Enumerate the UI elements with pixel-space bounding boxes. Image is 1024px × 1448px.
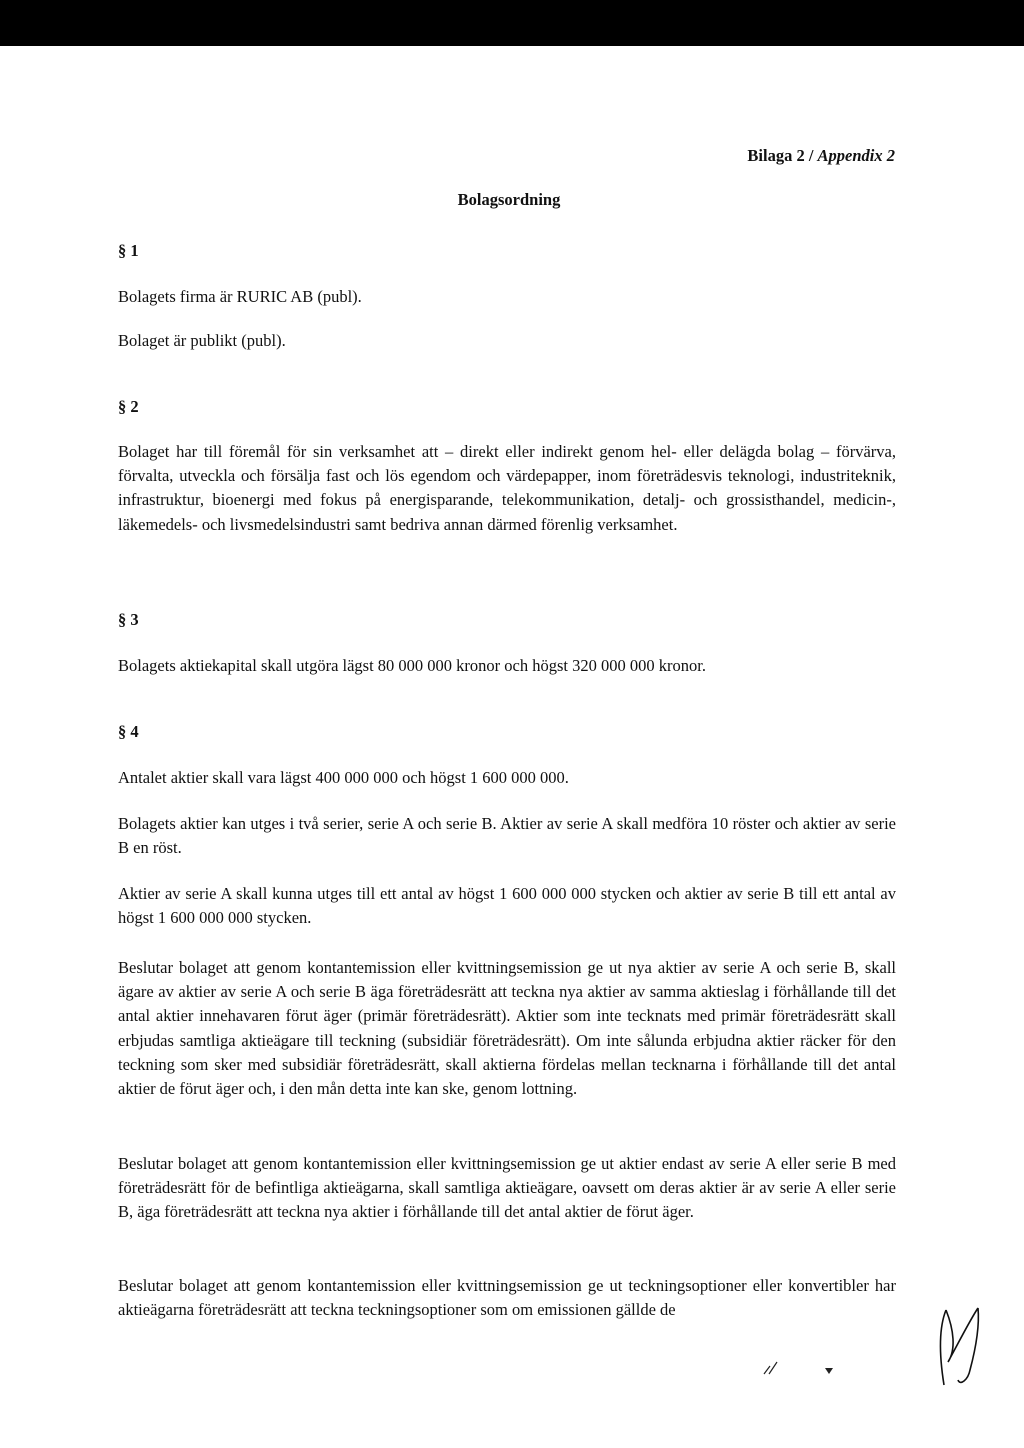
section-4-paragraph-3: Aktier av serie A skall kunna utges till ett antal av högst 1 600 000 000 stycken och aktier av serie B till ett antal av högst 1 600 000 000 stycken.	[118, 884, 896, 928]
section-1-paragraph-2: Bolaget är publikt (publ).	[118, 331, 286, 350]
section-4-paragraph-2: Bolagets aktier kan utges i två serier, serie A och serie B. Aktier av serie A skall medföra 10 röster och aktier av serie B en röst.	[118, 814, 896, 858]
section-2-paragraph-1: Bolaget har till föremål för sin verksamhet att – direkt eller indirekt genom hel- eller delägda bolag – förvärva, förvalta, utveckla och försälja fast och lös egendom och värdepapper, inom företrädesvis teknologi, industriteknik, infrastruktur, bioenergi med fokus på energisparande, telekommunikation, detalj- och grossisthandel, medicin-, läkemedels- och livsmedelsindustri samt bedriva annan därmed förenlig verksamhet.	[118, 442, 896, 534]
scan-mark	[762, 1360, 780, 1376]
section-1-paragraph-1: Bolagets firma är RURIC AB (publ).	[118, 287, 362, 306]
scan-border-top	[0, 0, 1024, 46]
section-1-mark: § 1	[118, 241, 139, 260]
section-4-paragraph-4: Beslutar bolaget att genom kontantemission eller kvittningsemission ge ut nya aktier av serie A och serie B, skall ägare av aktier av serie A och serie B äga företrädesrätt att teckna nya aktier av samma aktieslag i förhållande till det antal aktier innehavaren förut äger (primär företrädesrätt). Aktier som inte tecknats med primär företrädesrätt skall erbjudas samtliga aktieägare till teckning (subsidiär företrädesrätt). Om inte sålunda erbjudna aktier räcker för den teckning som sker med subsidiär företrädesrätt, skall aktierna fördelas mellan tecknarna i förhållande till det antal aktier de förut äger och, i den mån detta inte kan ske, genom lottning.	[118, 958, 896, 1099]
section-3-mark: § 3	[118, 610, 139, 629]
section-4-paragraph-1: Antalet aktier skall vara lägst 400 000 000 och högst 1 600 000 000.	[118, 768, 569, 787]
appendix-label-en: Appendix 2	[817, 146, 895, 165]
section-3-paragraph-1: Bolagets aktiekapital skall utgöra lägst 80 000 000 kronor och högst 320 000 000 kronor.	[118, 656, 706, 675]
handwritten-initials-signature	[930, 1300, 990, 1390]
section-2-mark: § 2	[118, 397, 139, 416]
section-4-paragraph-5: Beslutar bolaget att genom kontantemission eller kvittningsemission ge ut aktier endast av serie A eller serie B med företrädesrätt för de befintliga aktieägarna, skall samtliga aktieägare, oavsett om deras aktier är av serie A eller serie B, äga företrädesrätt att teckna nya aktier i förhållande till det antal aktier de förut äger.	[118, 1154, 896, 1222]
appendix-label-sv: Bilaga 2 /	[747, 146, 818, 165]
scan-mark-arrow	[824, 1366, 834, 1376]
document-title: Bolagsordning	[457, 190, 561, 209]
appendix-label	[747, 146, 895, 166]
section-4-mark: § 4	[118, 722, 139, 741]
section-4-paragraph-6: Beslutar bolaget att genom kontantemission eller kvittningsemission ge ut teckningsoptioner eller konvertibler har aktieägarna företrädesrätt att teckna teckningsoptioner som om emissionen gällde de	[118, 1276, 896, 1320]
